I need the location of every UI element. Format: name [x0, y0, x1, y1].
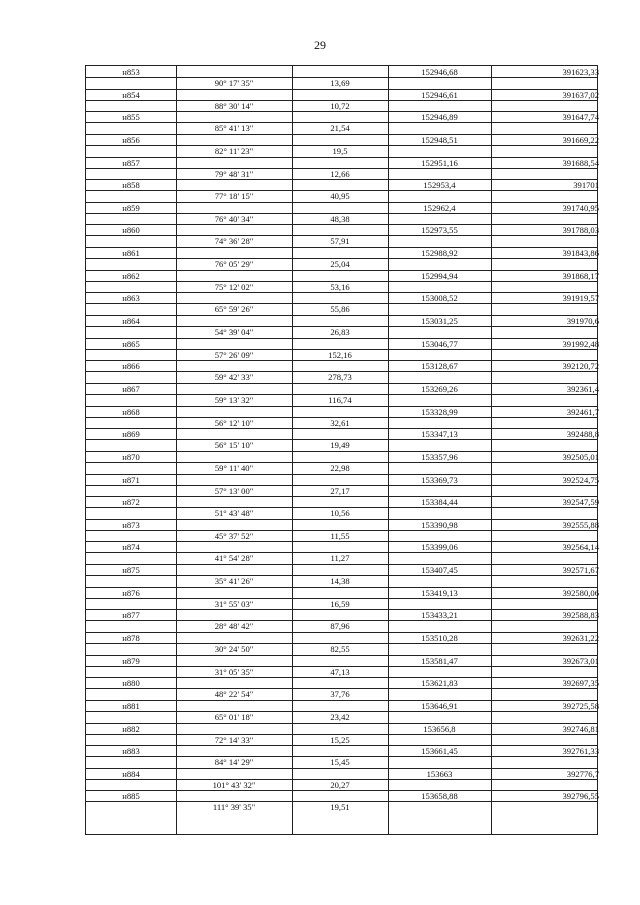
distance: 13,69: [330, 78, 350, 88]
direction-angle: 76° 40' 34": [214, 213, 254, 224]
distance: 47,13: [330, 666, 350, 677]
coordinate-x: 153347,13: [421, 429, 458, 440]
distance: 11,55: [330, 530, 350, 541]
coordinate-y: 392697,35: [562, 678, 599, 689]
coordinate-x: 153581,47: [421, 655, 458, 666]
distance: 16,59: [330, 598, 350, 609]
table-row: [86, 383, 597, 406]
direction-angle: 51° 43' 48": [214, 508, 254, 519]
coordinates-table: [85, 65, 598, 835]
point-name: н866: [122, 361, 140, 372]
coordinate-y-cell: [491, 384, 599, 394]
coordinate-y: 392725,58: [562, 700, 599, 711]
distance: 19,49: [330, 440, 350, 451]
coordinate-x: 153369,73: [421, 474, 458, 485]
direction-angle: 45° 37' 52": [214, 530, 254, 541]
coordinate-x: 153663: [426, 768, 453, 779]
coordinate-y: 392580,06: [562, 587, 599, 598]
direction-angle: 101° 43' 32": [212, 779, 256, 790]
coordinate-y: 392564,14: [562, 542, 599, 553]
coordinate-x: 153328,99: [421, 406, 458, 417]
table-row: [86, 632, 597, 655]
direction-angle: 35° 41' 26": [214, 576, 254, 587]
table-row: [86, 270, 597, 293]
direction-angle: 41° 54' 28": [214, 553, 254, 564]
distance: 22,98: [330, 462, 350, 473]
page-number: 29: [314, 38, 326, 52]
coordinate-y-cell: [491, 769, 599, 779]
coordinate-y-cell: [491, 475, 599, 485]
coordinate-x: 153008,52: [421, 293, 458, 304]
coordinate-y-cell: [491, 610, 599, 620]
point-name: н870: [122, 451, 140, 462]
table-row: [86, 292, 597, 315]
table-row: [86, 89, 597, 112]
table-row: [86, 406, 597, 429]
point-name: н884: [122, 768, 140, 779]
coordinate-y-cell: [491, 656, 599, 666]
point-name: н863: [122, 293, 140, 304]
coordinate-y-cell: [491, 452, 599, 462]
coordinate-x: 152962,4: [423, 202, 456, 213]
table-row: [86, 202, 597, 225]
distance: 25,04: [330, 259, 350, 270]
table-row: [86, 519, 597, 542]
coordinate-y: 391669,22: [562, 134, 599, 145]
direction-angle: 59° 13' 32": [214, 394, 254, 405]
coordinate-y-cell: [491, 316, 599, 326]
coordinate-x: 153399,06: [421, 542, 458, 553]
point-name: н868: [122, 406, 140, 417]
direction-angle: 59° 11' 40": [214, 462, 254, 473]
point-name: н864: [122, 316, 140, 327]
direction-angle: 88° 30' 14": [214, 100, 254, 111]
direction-angle: 82° 11' 23": [214, 145, 254, 156]
table-row: [86, 338, 597, 361]
coordinate-x: 153661,45: [421, 746, 458, 757]
coordinate-y-cell: [491, 271, 599, 281]
table-row: [86, 790, 597, 813]
coordinate-y-cell: [491, 158, 599, 168]
point-name: н880: [122, 678, 140, 689]
distance: 10,72: [330, 100, 350, 111]
coordinate-y-cell: [491, 791, 599, 801]
table-row: [86, 677, 597, 700]
table-row: [86, 428, 597, 451]
coordinate-x: 152948,51: [421, 134, 458, 145]
coordinate-x: 153390,98: [421, 519, 458, 530]
direction-angle: 30° 24' 50": [214, 644, 254, 654]
coordinate-y: 391740,95: [562, 202, 599, 213]
direction-angle: 48° 22' 54": [214, 689, 254, 700]
direction-angle: 31° 05' 35": [214, 666, 254, 677]
coordinate-y: 392796,55: [562, 791, 599, 802]
coordinate-y: 392361,4: [566, 383, 599, 394]
table-row: [86, 700, 597, 723]
table-row: [86, 247, 597, 270]
direction-angle: 72° 14' 33": [214, 734, 254, 745]
distance: 14,38: [330, 576, 350, 587]
coordinate-y-cell: [491, 701, 599, 711]
distance: 116,74: [328, 394, 352, 405]
table-row: [86, 134, 597, 157]
coordinate-x: 153433,21: [421, 610, 458, 621]
direction-angle: 31° 55' 03": [214, 598, 254, 609]
direction-angle: 56° 12' 10": [214, 417, 254, 428]
distance: 19,5: [332, 145, 348, 156]
point-name: н853: [122, 67, 140, 77]
point-name: н862: [122, 270, 140, 281]
table-row: [86, 723, 597, 746]
coordinate-x: 152951,16: [421, 157, 458, 168]
coordinate-y: 392555,88: [562, 519, 599, 530]
coordinate-y: 392505,01: [562, 451, 599, 462]
direction-angle: 76° 05' 29": [214, 259, 254, 270]
coordinate-y: 391623,33: [562, 67, 599, 77]
distance: 55,86: [330, 304, 350, 315]
direction-angle: 54° 39' 04": [214, 327, 254, 338]
point-name: н885: [122, 791, 140, 802]
coordinate-y-cell: [491, 588, 599, 598]
coordinate-y-cell: [491, 90, 599, 100]
distance: 53,16: [330, 281, 350, 292]
direction-angle: 90° 17' 35": [214, 78, 254, 88]
table-row: [86, 745, 597, 768]
coordinate-x: 153269,26: [421, 383, 458, 394]
table-row: [86, 315, 597, 338]
coordinate-x: 153510,28: [421, 633, 458, 643]
distance: 11,27: [330, 553, 350, 564]
point-name: н872: [122, 497, 140, 508]
distance: 37,76: [330, 689, 350, 700]
coordinate-y: 391788,03: [562, 225, 599, 236]
distance: 48,38: [330, 213, 350, 224]
coordinate-x: 153031,25: [421, 316, 458, 327]
point-name: н879: [122, 655, 140, 666]
distance: 10,56: [330, 508, 350, 519]
direction-angle: 77° 18' 15": [214, 191, 254, 202]
coordinate-y-cell: [491, 203, 599, 213]
distance: 15,25: [330, 734, 350, 745]
direction-angle: 85° 41' 13": [214, 123, 254, 134]
point-name: н874: [122, 542, 140, 553]
table-row: [86, 360, 597, 383]
coordinate-x: 152953,4: [423, 180, 456, 191]
coordinate-y-cell: [491, 135, 599, 145]
distance: 87,96: [330, 621, 350, 632]
coordinate-y: 392746,81: [562, 723, 599, 734]
coordinate-y-cell: [491, 565, 599, 575]
table-row: [86, 179, 597, 202]
coordinate-x: 153658,88: [421, 791, 458, 802]
direction-angle: 57° 13' 00": [214, 485, 254, 496]
coordinate-x: 153357,96: [421, 451, 458, 462]
point-name: н881: [122, 700, 140, 711]
point-name: н876: [122, 587, 140, 598]
coordinate-y-cell: [491, 497, 599, 507]
coordinate-y: 392776,7: [566, 768, 599, 779]
direction-angle: 79° 48' 31": [214, 168, 254, 179]
coordinate-x: 152946,61: [421, 89, 458, 100]
point-name: н867: [122, 383, 140, 394]
point-name: н878: [122, 633, 140, 643]
coordinate-x: 153646,91: [421, 700, 458, 711]
table-row: [86, 564, 597, 587]
distance: 15,45: [330, 757, 350, 768]
distance: 21,54: [330, 123, 350, 134]
point-name: н873: [122, 519, 140, 530]
table-row: [86, 496, 597, 519]
point-name: н871: [122, 474, 140, 485]
direction-angle: 75° 12' 02": [214, 281, 254, 292]
coordinate-x: 153128,67: [421, 361, 458, 372]
table-row: [86, 768, 597, 791]
table-row: [86, 111, 597, 134]
coordinate-y: 392631,22: [562, 633, 599, 643]
table-row: [86, 655, 597, 678]
distance: 40,95: [330, 191, 350, 202]
coordinate-y: 391992,48: [562, 338, 599, 349]
distance: 12,66: [330, 168, 350, 179]
distance: 278,73: [328, 372, 352, 383]
coordinate-y-cell: [491, 112, 599, 122]
coordinate-y-cell: [491, 339, 599, 349]
coordinate-y: 392547,59: [562, 497, 599, 508]
coordinate-y: 392571,67: [562, 565, 599, 576]
point-name: н877: [122, 610, 140, 621]
coordinate-y: 391970,6: [566, 316, 599, 327]
coordinate-y-cell: [491, 248, 599, 258]
table-row: [86, 224, 597, 247]
direction-angle: 57° 26' 09": [214, 349, 254, 360]
direction-angle: 65° 59' 26": [214, 304, 254, 315]
coordinate-x: 153621,83: [421, 678, 458, 689]
distance: 82,55: [330, 644, 350, 654]
coordinate-x: 152988,92: [421, 248, 458, 259]
point-name: н861: [122, 248, 140, 259]
point-name: н875: [122, 565, 140, 576]
coordinate-y: 392461,7: [566, 406, 599, 417]
table-row: [86, 541, 597, 564]
distance: 152,16: [328, 349, 352, 360]
coordinate-y: 391637,02: [562, 89, 599, 100]
direction-angle: 56° 15' 10": [214, 440, 254, 451]
table-row: [86, 157, 597, 180]
coordinate-y: 392673,01: [562, 655, 599, 666]
coordinate-x: 153419,13: [421, 587, 458, 598]
direction-angle: 84° 14' 29": [214, 757, 254, 768]
coordinate-y-cell: [491, 293, 599, 303]
direction-angle: 74° 36' 28": [214, 236, 254, 247]
coordinate-y-cell: [491, 678, 599, 688]
point-name: н865: [122, 338, 140, 349]
coordinate-y-cell: [491, 724, 599, 734]
coordinate-y-cell: [491, 746, 599, 756]
distance: 32,61: [330, 417, 350, 428]
coordinate-x: 153656,8: [423, 723, 456, 734]
distance: 20,27: [330, 779, 350, 790]
coordinate-x: 153384,44: [421, 497, 458, 508]
coordinate-y-cell: [491, 520, 599, 530]
point-name: н869: [122, 429, 140, 440]
coordinate-y: 391919,57: [562, 293, 599, 304]
coordinate-y-cell: [491, 542, 599, 552]
coordinate-y: 391868,17: [562, 270, 599, 281]
coordinate-x: 152946,89: [421, 112, 458, 123]
distance: 57,91: [330, 236, 350, 247]
direction-angle: 111° 39' 35": [212, 802, 256, 813]
coordinate-y-cell: [491, 633, 599, 643]
coordinate-y: 392120,72: [562, 361, 599, 372]
coordinate-x: 152973,55: [421, 225, 458, 236]
direction-angle: 65° 01' 18": [214, 711, 254, 722]
direction-angle: 28° 48' 42": [214, 621, 254, 632]
distance: 27,17: [330, 485, 350, 496]
coordinate-x: 152946,68: [421, 67, 458, 77]
point-name: н857: [122, 157, 140, 168]
distance: 23,42: [330, 711, 350, 722]
direction-angle: 59° 42' 33": [214, 372, 254, 383]
coordinate-y: 391647,74: [562, 112, 599, 123]
point-name: н883: [122, 746, 140, 757]
coordinate-y: 392761,33: [562, 746, 599, 757]
point-name: н856: [122, 134, 140, 145]
coordinate-y: 391701: [573, 180, 599, 191]
table-row: [86, 451, 597, 474]
point-name: н858: [122, 180, 140, 191]
point-name: н882: [122, 723, 140, 734]
point-name: н854: [122, 89, 140, 100]
coordinate-y-cell: [491, 67, 599, 77]
coordinate-x: 153046,77: [421, 338, 458, 349]
coordinate-y: 392488,8: [566, 429, 599, 440]
coordinate-y-cell: [491, 225, 599, 235]
coordinate-y: 392588,83: [562, 610, 599, 621]
coordinate-y-cell: [491, 429, 599, 439]
point-name: н859: [122, 202, 140, 213]
coordinate-y: 392524,75: [562, 474, 599, 485]
coordinate-x: 153407,45: [421, 565, 458, 576]
coordinate-y: 391843,86: [562, 248, 599, 259]
coordinate-y: 391688,54: [562, 157, 599, 168]
coordinate-y-cell: [491, 407, 599, 417]
distance: 26,83: [330, 327, 350, 338]
point-name: н855: [122, 112, 140, 123]
table-row: [86, 66, 597, 89]
distance: 19,51: [330, 802, 350, 813]
table-row: [86, 474, 597, 497]
coordinate-y-cell: [491, 361, 599, 371]
point-name: н860: [122, 225, 140, 236]
table-row: [86, 609, 597, 632]
coordinate-y-cell: [491, 180, 599, 190]
table-row: [86, 587, 597, 610]
coordinate-x: 152994,94: [421, 270, 458, 281]
